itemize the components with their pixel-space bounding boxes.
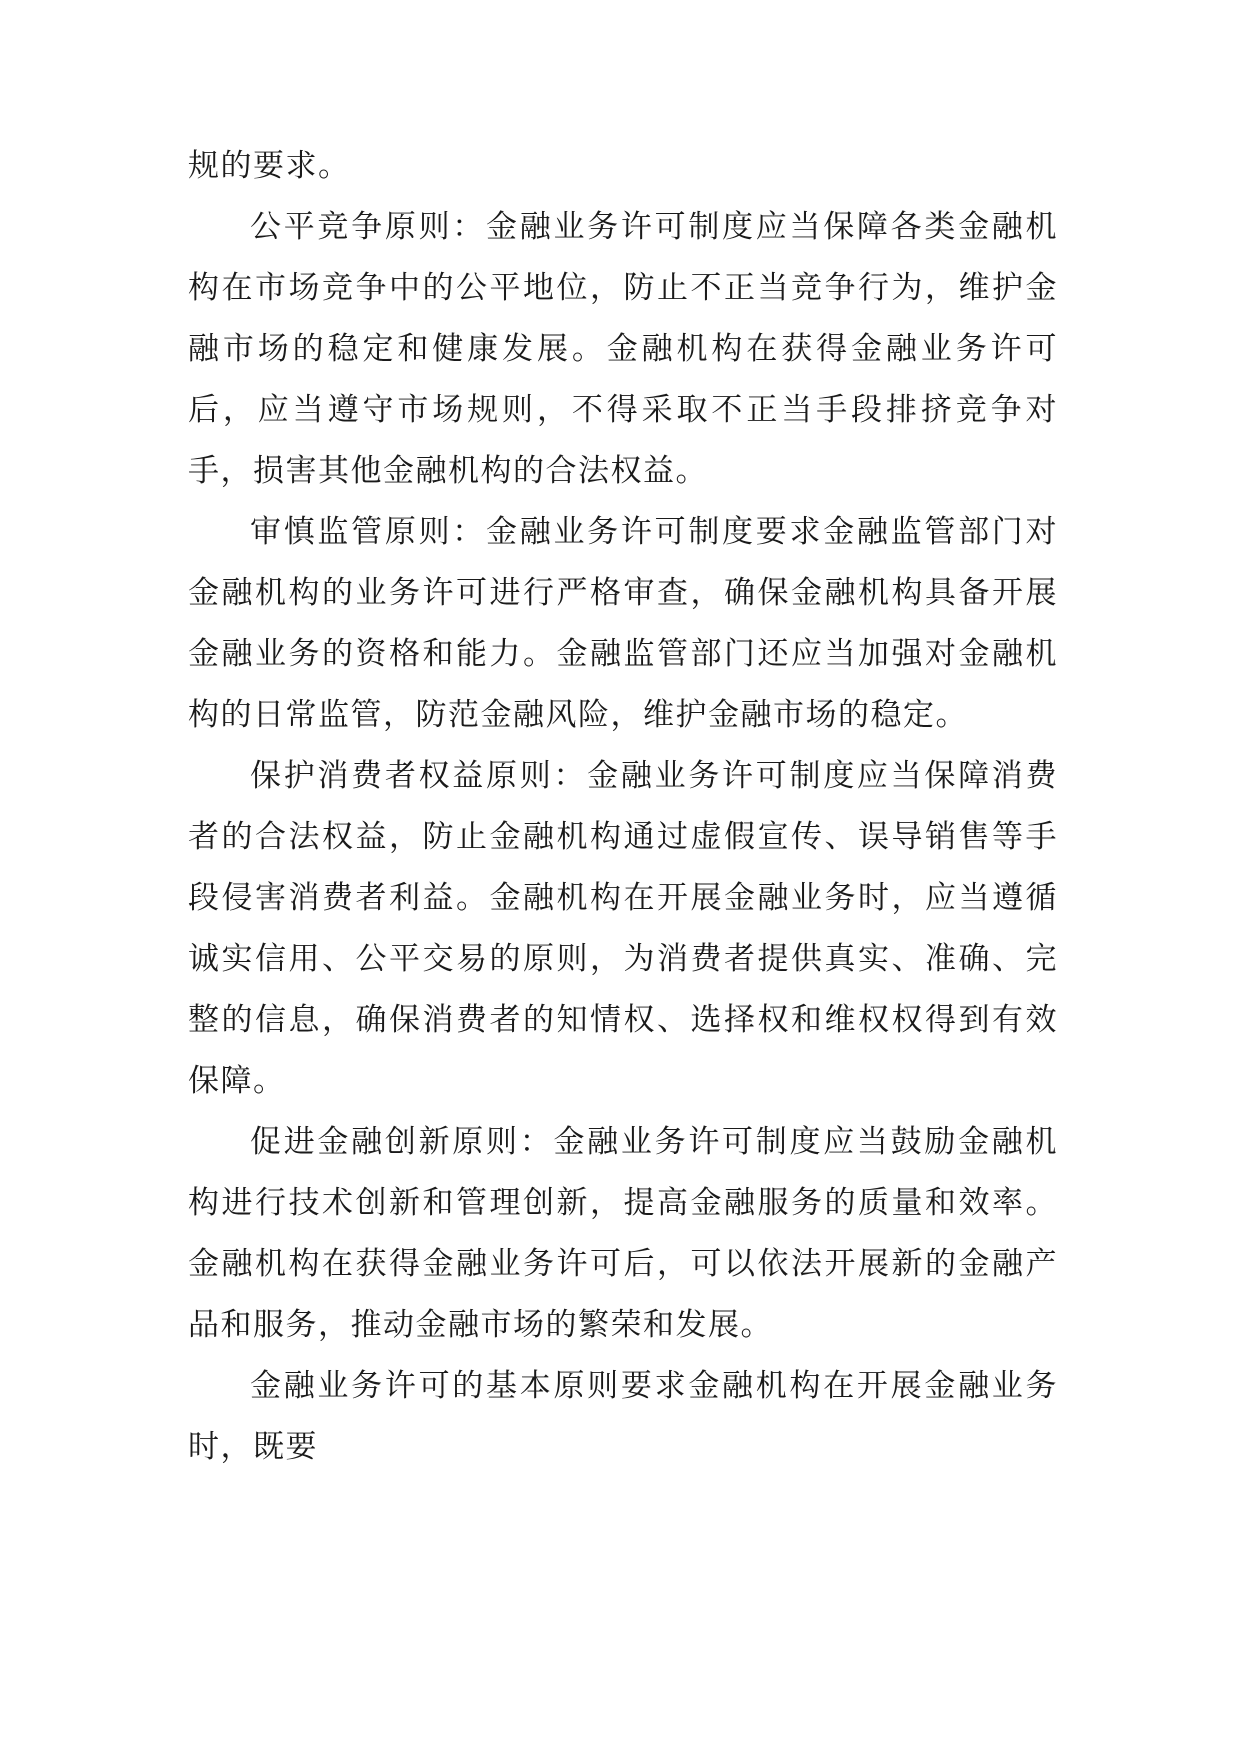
body-text	[188, 136, 1058, 1478]
paragraph-basic-principles: 金融业务许可的基本原则要求金融机构在开展金融业务时，既要	[188, 1368, 1058, 1465]
paragraph-fair-competition: 公平竞争原则：金融业务许可制度应当保障各类金融机构在市场竞争中的公平地位，防止不正当竞争行为，维护金融市场的稳定和健康发展。金融机构在获得金融业务许可后，应当遵守市场规则，不得采取不正当手段排挤竞争对手，损害其他金融机构的合法权益。	[188, 209, 1058, 489]
paragraph-continuation: 规的要求。	[188, 148, 351, 184]
paragraph-financial-innovation: 促进金融创新原则：金融业务许可制度应当鼓励金融机构进行技术创新和管理创新，提高金融服务的质量和效率。金融机构在获得金融业务许可后，可以依法开展新的金融产品和服务，推动金融市场的繁荣和发展。	[188, 1124, 1058, 1343]
paragraph-consumer-protection: 保护消费者权益原则：金融业务许可制度应当保障消费者的合法权益，防止金融机构通过虚假宣传、误导销售等手段侵害消费者利益。金融机构在开展金融业务时，应当遵循诚实信用、公平交易的原则，为消费者提供真实、准确、完整的信息，确保消费者的知情权、选择权和维权权得到有效保障。	[188, 758, 1058, 1099]
paragraph-prudential-supervision: 审慎监管原则：金融业务许可制度要求金融监管部门对金融机构的业务许可进行严格审查，确保金融机构具备开展金融业务的资格和能力。金融监管部门还应当加强对金融机构的日常监管，防范金融风险，维护金融市场的稳定。	[188, 514, 1058, 733]
